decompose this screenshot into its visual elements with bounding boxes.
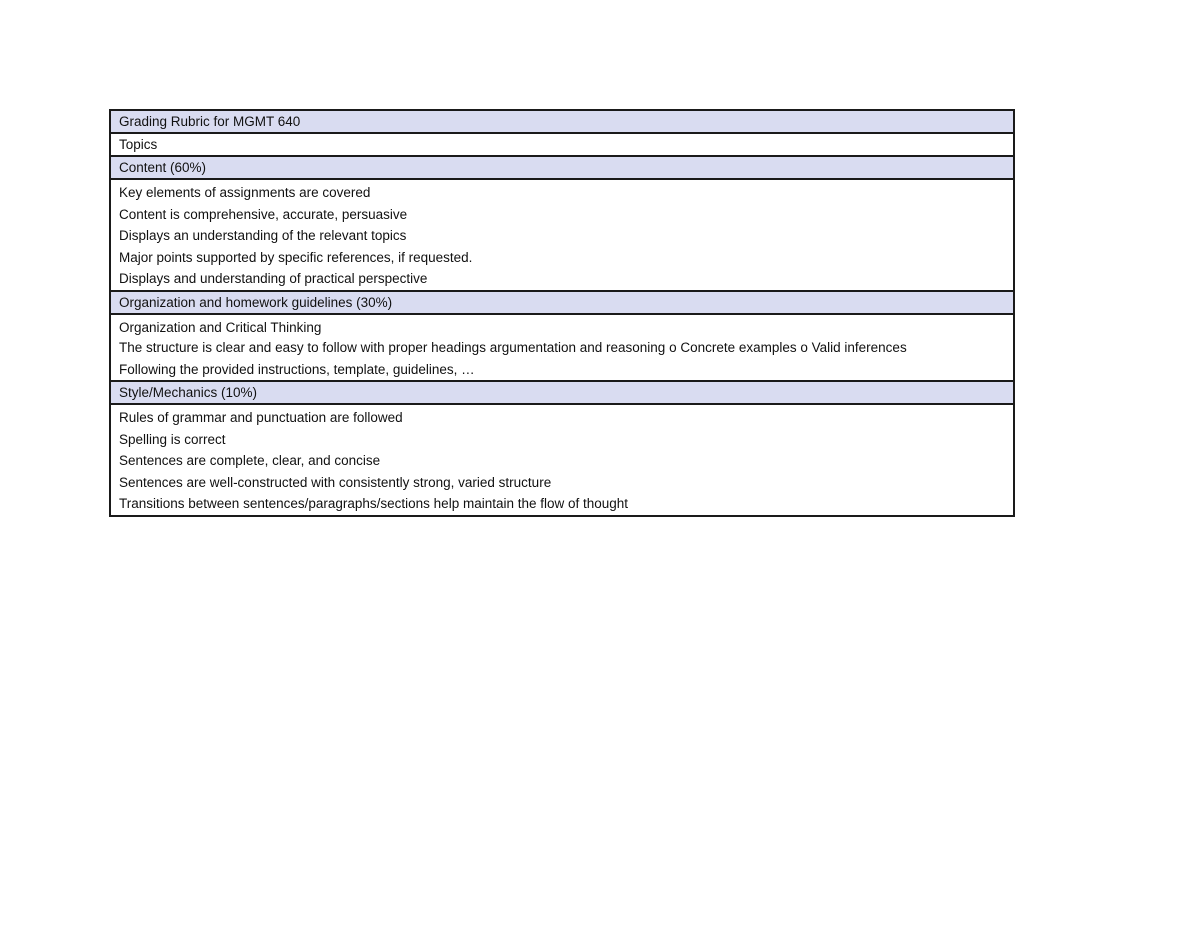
rubric-item: Sentences are complete, clear, and concise <box>119 453 381 468</box>
rubric-item: Rules of grammar and punctuation are followed <box>119 410 403 425</box>
rubric-item: Major points supported by specific references, if requested. <box>119 249 473 265</box>
section-items-content <box>111 180 1013 290</box>
rubric-item: Organization and Critical Thinking <box>119 319 322 335</box>
grading-rubric-table <box>109 109 1015 517</box>
rubric-item: The structure is clear and easy to follow with proper headings argumentation and reasoning o Concrete examples o Valid inferences <box>119 340 907 355</box>
section-items-organization <box>111 315 1013 381</box>
rubric-item: Displays and understanding of practical perspective <box>119 271 428 286</box>
section-heading-organization: Organization and homework guidelines (30%) <box>111 292 1013 315</box>
topics-row: Topics <box>111 134 1013 157</box>
rubric-item: Content is comprehensive, accurate, persuasive <box>119 206 408 222</box>
rubric-item: Key elements of assignments are covered <box>119 185 371 200</box>
section-heading-style-mechanics: Style/Mechanics (10%) <box>111 382 1013 405</box>
section-style-mechanics <box>111 382 1013 515</box>
rubric-item: Sentences are well-constructed with consistently strong, varied structure <box>119 474 552 490</box>
section-content <box>111 157 1013 292</box>
section-items-style-mechanics <box>111 405 1013 515</box>
rubric-item: Spelling is correct <box>119 431 226 447</box>
section-heading-content: Content (60%) <box>111 157 1013 180</box>
section-organization <box>111 292 1013 383</box>
rubric-item: Displays an understanding of the relevant topics <box>119 228 407 243</box>
rubric-item: Transitions between sentences/paragraphs/sections help maintain the flow of thought <box>119 496 629 511</box>
rubric-item: Following the provided instructions, template, guidelines, … <box>119 361 475 377</box>
rubric-title: Grading Rubric for MGMT 640 <box>111 111 1013 134</box>
